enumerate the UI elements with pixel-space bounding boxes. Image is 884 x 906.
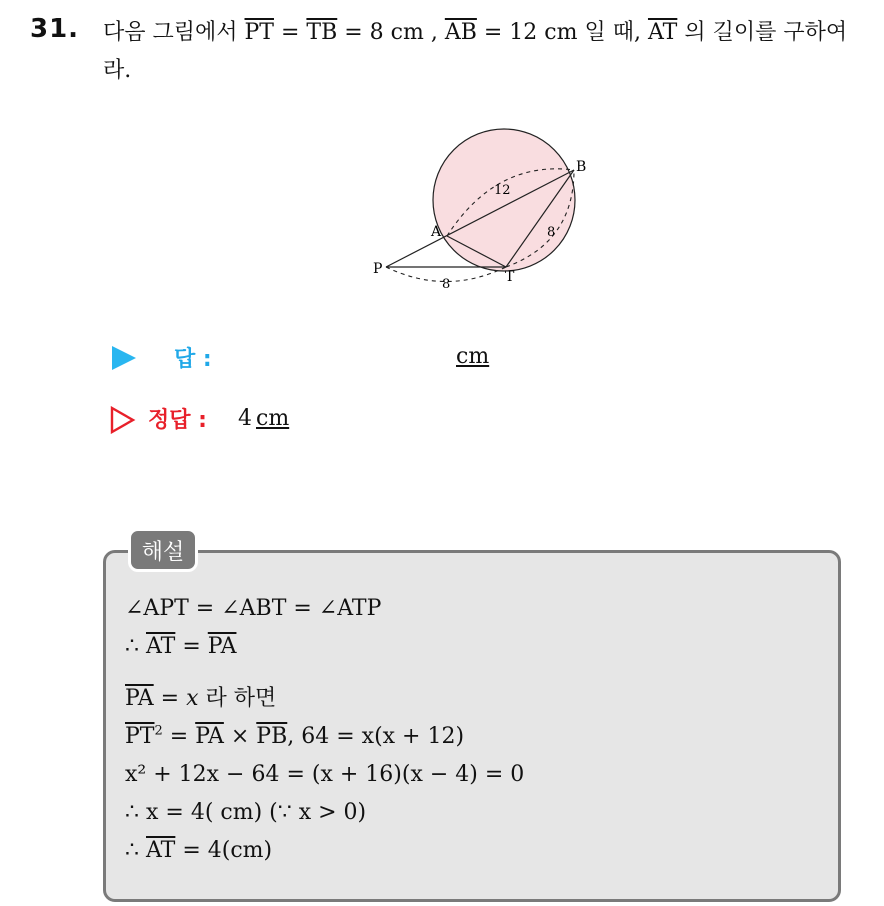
length-pt: 8: [442, 277, 451, 292]
variable-x: x: [186, 686, 199, 711]
answer-label: 답 :: [174, 347, 212, 372]
solution-line-5: x² + 12x − 64 = (x + 16)(x − 4) = 0: [125, 762, 525, 787]
question-text-part: = 8 cm ,: [337, 20, 445, 45]
label-t: T: [505, 269, 515, 285]
solution-text: , 64 = x(x + 12): [287, 724, 465, 749]
segment-tb: $\overline{TB}$: [306, 20, 338, 45]
solution-text: ×: [223, 724, 257, 749]
solution-text: =: [162, 724, 196, 749]
segment-pa: $\overline{PA}$: [125, 686, 154, 711]
label-p: P: [373, 261, 383, 277]
question-text: [103, 14, 873, 90]
length-ab: 12: [494, 183, 511, 198]
correct-label: 정답 :: [148, 408, 207, 433]
solution-line-3: [125, 684, 276, 714]
solution-line-1: ∠APT = ∠ABT = ∠ATP: [125, 596, 382, 621]
answer-row: [112, 342, 612, 374]
solution-text: =: [153, 686, 187, 711]
correct-value: [238, 406, 289, 431]
segment-at: $\overline{AT}$: [146, 634, 176, 659]
label-a: A: [431, 224, 442, 240]
question-text-part: 다음 그림에서: [103, 20, 245, 45]
solution-tab: 해설: [128, 528, 198, 572]
correct-answer-row: [110, 403, 610, 437]
solution-text: = 4(cm): [175, 838, 273, 863]
label-b: B: [576, 159, 587, 175]
correct-number: 4: [238, 406, 252, 431]
segment-pa: $\overline{PA}$: [195, 724, 224, 749]
correct-unit: cm: [256, 406, 290, 431]
segment-ab: $\overline{AB}$: [444, 20, 477, 45]
segment-pt: $\overline{PT}$: [244, 20, 274, 45]
solution-text: =: [175, 634, 208, 659]
solution-line-6: ∴ x = 4( cm) (∵ x > 0): [125, 800, 367, 825]
solution-text: 라 하면: [198, 686, 277, 711]
outline-triangle-icon: [110, 406, 136, 434]
question-text-part: =: [273, 20, 307, 45]
segment-at: $\overline{AT}$: [647, 20, 678, 45]
question-text-part: = 12 cm 일 때,: [476, 20, 648, 45]
solution-line-7: [125, 836, 272, 866]
play-triangle-icon: [112, 346, 136, 370]
length-tb: 8: [547, 225, 556, 240]
question-number: 31.: [30, 14, 80, 44]
solution-text: ∴: [125, 838, 146, 863]
question-text-part: 의 길이를 구하여라.: [103, 20, 848, 83]
exponent: 2: [154, 723, 163, 739]
segment-pb: $\overline{PB}$: [256, 724, 288, 749]
solution-line-2: [125, 632, 236, 662]
answer-unit[interactable]: cm: [456, 344, 490, 369]
segment-at: $\overline{AT}$: [146, 838, 176, 863]
segment-pa: $\overline{PA}$: [207, 634, 237, 659]
solution-line-4: [125, 722, 464, 752]
solution-text: ∴: [125, 634, 146, 659]
segment-pt: $\overline{PT}$: [125, 724, 155, 749]
geometry-figure: [368, 125, 618, 295]
